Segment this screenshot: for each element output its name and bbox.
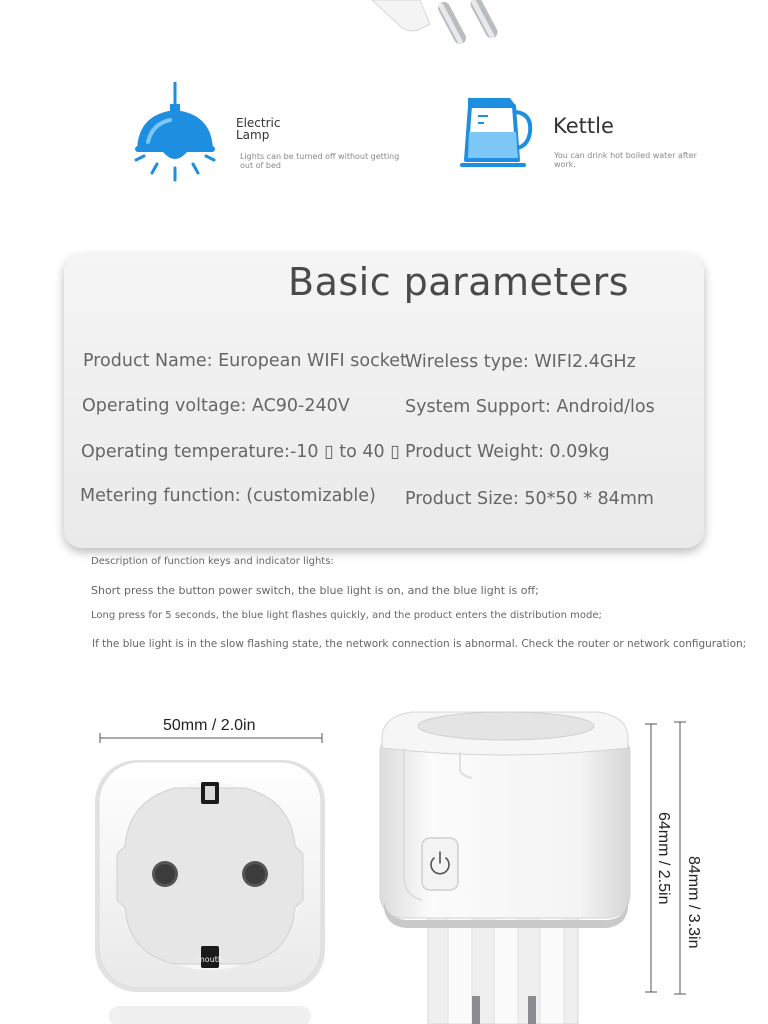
parameters-title: Basic parameters	[288, 260, 630, 304]
param-wireless-type: Wireless type: WIFI2.4GHz	[405, 352, 636, 372]
kettle-title: Kettle	[553, 114, 614, 138]
description-heading: Description of function keys and indicator lights:	[91, 556, 334, 567]
use-case-kettle	[460, 92, 720, 172]
total-height-label: 84mm / 3.3in	[685, 856, 702, 949]
param-metering-function: Metering function: (customizable)	[80, 486, 376, 506]
description-slow-flashing: If the blue light is in the slow flashing state, the network connection is abnormal. Check the router or network configuration;	[92, 638, 747, 650]
socket-front-image	[85, 750, 335, 1024]
param-product-weight: Product Weight: 0.09kg	[405, 442, 610, 462]
use-case-lamp	[130, 80, 430, 185]
param-operating-voltage: Operating voltage: AC90-240V	[82, 396, 350, 416]
description-short-press: Short press the button power switch, the blue light is on, and the blue light is off;	[91, 584, 539, 597]
lamp-desc-line2: out of bed	[240, 161, 281, 170]
lamp-icon	[130, 80, 220, 184]
lamp-title-line1: Electric	[236, 116, 281, 130]
kettle-desc-line1: You can drink hot boiled water after	[554, 151, 697, 160]
param-product-name: Product Name: European WIFI socket	[83, 351, 407, 371]
plug-side-image	[372, 700, 642, 1024]
socket-marking: mouth	[197, 955, 223, 964]
kettle-desc-line2: work.	[554, 160, 576, 169]
kettle-icon	[460, 92, 536, 170]
width-dimension-label: 50mm / 2.0in	[163, 717, 256, 734]
param-product-size: Product Size: 50*50 * 84mm	[405, 489, 654, 509]
lamp-title-line2: Lamp	[236, 128, 270, 142]
param-operating-temperature: Operating temperature:-10 ▯ to 40 ▯	[81, 442, 400, 462]
description-long-press: Long press for 5 seconds, the blue light flashes quickly, and the product enters the distribution mode;	[91, 610, 602, 621]
lamp-desc-line1: Lights can be turned off without getting	[240, 152, 400, 161]
body-height-label: 64mm / 2.5in	[655, 812, 672, 905]
plug-pins-image	[360, 0, 530, 50]
param-system-support: System Support: Android/los	[405, 397, 655, 417]
